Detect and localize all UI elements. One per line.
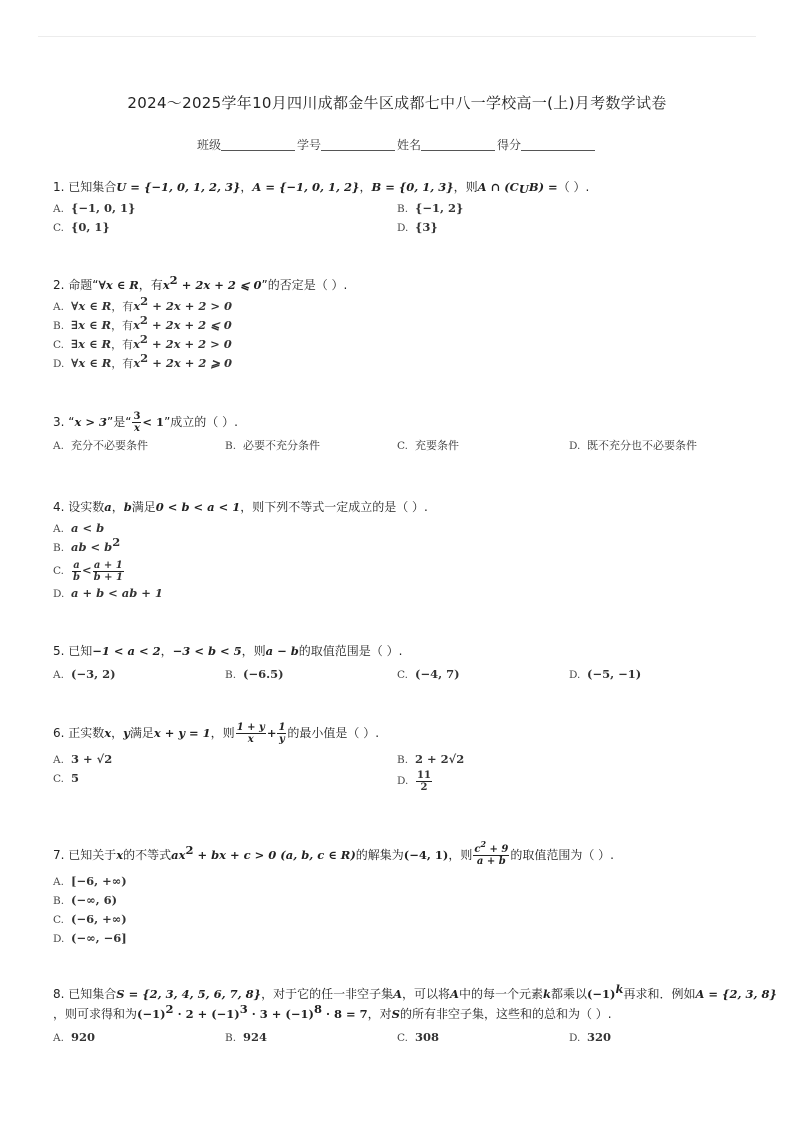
question-3-options (53, 437, 754, 455)
question-2 (53, 275, 754, 373)
question-4-option-b[interactable]: B. ab < $b^2$ (53, 535, 121, 554)
question-3-option-b[interactable]: B. 必要不充分条件 (225, 439, 320, 452)
question-2-option-a[interactable]: A. ∀x ∈ R，有$x^2 + 2x + 2 > 0$ (53, 294, 232, 313)
question-5-stem: 5. 已知−1 < a < 2，−3 < b < 5，则a − b的取值范围是（ ）. (53, 644, 403, 658)
question-7-stem: 7. 已知关于x的不等式$ax^2$ + bx + c > 0 (a, b, c ∈ R)的解集为(−4, 1)，则 $\frac{c^2 + 9}{a + b}$ 的取值范围为（ ）. (53, 839, 614, 867)
question-1-option-c[interactable]: C. {0, 1} (53, 220, 110, 234)
question-6-option-b[interactable]: B. 2 + 2√2 (397, 752, 465, 766)
name-field (397, 136, 497, 153)
question-8-stem-line-2: ，则可求得和为$(-1)^2 \cdot 2 + (-1)^3 \cdot 3 + (-1)^8 \cdot 8 = 7$，对S的所有非空子集，这些和的总和为（ ）. (53, 1002, 612, 1021)
question-8-option-a[interactable]: A. 920 (53, 1030, 96, 1044)
question-4-fraction-right: $\frac{a + 1}{b + 1}$ (93, 559, 123, 583)
question-6-stem: 6. 正实数x，y满足x + y = 1，则 $\frac{1 + y}{x}$ + $\frac{1}{y}$ 的最小值是（ ）. (53, 722, 380, 745)
question-2-option-b[interactable]: B. ∃x ∈ R，有$x^2 + 2x + 2$ ⩽ 0 (53, 313, 232, 332)
exam-title: 2024～2025学年10月四川成都金牛区成都七中八一学校高一(上)月考数学试卷 (127, 94, 667, 112)
question-4-option-c[interactable]: C. $\frac{a}{b}$ < $\frac{a + 1}{b + 1}$ (53, 559, 123, 583)
question-7-option-d[interactable]: D. (−∞, −6] (53, 931, 127, 945)
question-4-fraction-left: $\frac{a}{b}$ (73, 559, 80, 583)
name-label: 姓名 (397, 138, 422, 152)
question-2-option-d[interactable]: D. ∀x ∈ R，有$x^2 + 2x + 2$ ⩾ 0 (53, 351, 232, 370)
question-1-option-d[interactable]: D. {3} (397, 220, 438, 234)
question-3-stem: 3. “x > 3”是“ $\frac{3}{x}$ < 1”成立的（ ）. (53, 411, 238, 434)
question-7-option-a[interactable]: A. [−6, +∞) (53, 874, 127, 888)
question-7-option-c[interactable]: C. (−6, +∞) (53, 912, 127, 926)
class-label: 班级 (196, 138, 221, 152)
question-6-option-a[interactable]: A. 3 + √2 (53, 752, 113, 766)
question-5-option-c[interactable]: C. (−4, 7) (397, 667, 460, 681)
question-1-stem: 1. 已知集合U = {−1, 0, 1, 2, 3}，A = {−1, 0, 1, 2}，B = {0, 1, 3}，则A ∩ $(C_UB)$ =（ ）. (53, 180, 590, 196)
question-8-option-c[interactable]: C. 308 (397, 1030, 440, 1044)
question-8-option-d[interactable]: D. 320 (569, 1030, 612, 1044)
question-7 (53, 840, 754, 948)
question-3-option-c[interactable]: C. 充要条件 (397, 439, 459, 452)
question-5-option-d[interactable]: D. (−5, −1) (569, 667, 642, 681)
question-5-option-b[interactable]: B. (−6.5) (225, 667, 284, 681)
question-3-option-d[interactable]: D. 既不充分也不必要条件 (569, 439, 697, 452)
question-4-options (53, 519, 754, 603)
question-3-fraction: $\frac{3}{x}$ (133, 411, 141, 434)
question-1-options (53, 199, 754, 237)
question-5-option-a[interactable]: A. (−3, 2) (53, 667, 116, 681)
question-6-option-d[interactable]: D. $\frac{11}{2}$ (397, 769, 431, 793)
question-3 (53, 409, 754, 455)
question-8-options (53, 1028, 754, 1047)
score-label: 得分 (497, 138, 522, 152)
name-blank[interactable] (421, 138, 495, 151)
question-6-fraction-right: $\frac{1}{y}$ (278, 722, 286, 745)
question-6-option-d-fraction: $\frac{11}{2}$ (417, 769, 431, 793)
question-5 (53, 641, 754, 684)
question-8 (53, 982, 777, 1047)
score-blank[interactable] (521, 138, 595, 151)
question-6-options (53, 750, 754, 793)
question-3-option-a[interactable]: A. 充分不必要条件 (53, 439, 148, 452)
class-blank[interactable] (221, 138, 295, 151)
question-4 (53, 497, 754, 603)
question-6-fraction-left: $\frac{1 + y}{x}$ (236, 722, 265, 745)
question-8-option-b[interactable]: B. 924 (225, 1030, 268, 1044)
class-field (197, 136, 297, 153)
question-5-options (53, 665, 754, 684)
question-7-options (53, 872, 754, 948)
question-1-option-a[interactable]: A. {−1, 0, 1} (53, 201, 136, 215)
student-number-field (297, 136, 397, 153)
student-number-label: 学号 (296, 138, 321, 152)
question-1-option-b[interactable]: B. {−1, 2} (397, 201, 464, 215)
question-4-option-d[interactable]: D. a + b < ab + 1 (53, 586, 163, 600)
question-2-option-c[interactable]: C. ∃x ∈ R，有$x^2 + 2x + 2 > 0$ (53, 332, 232, 351)
question-8-stem-line-1: 8. 已知集合S = {2, 3, 4, 5, 6, 7, 8}，对于它的任一非空子集A，可以将A中的每一个元素k都乘以$(-1)^k$再求和．例如A = {2, 3, 8} (53, 982, 777, 1001)
student-info (0, 136, 794, 153)
question-7-fraction: $\frac{c^2 + 9}{a + b}$ (474, 839, 509, 867)
question-7-option-b[interactable]: B. (−∞, 6) (53, 893, 118, 907)
question-2-stem: 2. 命题“∀x ∈ R，有$x^2 + 2x + 2$ ⩽ 0”的否定是（ ）. (53, 273, 348, 292)
question-1 (53, 177, 754, 237)
question-6-option-c[interactable]: C. 5 (53, 771, 80, 785)
question-4-stem: 4. 设实数a，b满足0 < b < a < 1，则下列不等式一定成立的是（ ）. (53, 500, 428, 514)
student-number-blank[interactable] (321, 138, 395, 151)
question-4-option-a[interactable]: A. a < b (53, 521, 105, 535)
header-rule (38, 36, 756, 37)
question-2-options (53, 294, 754, 373)
score-field (497, 136, 597, 153)
question-6 (53, 718, 754, 793)
